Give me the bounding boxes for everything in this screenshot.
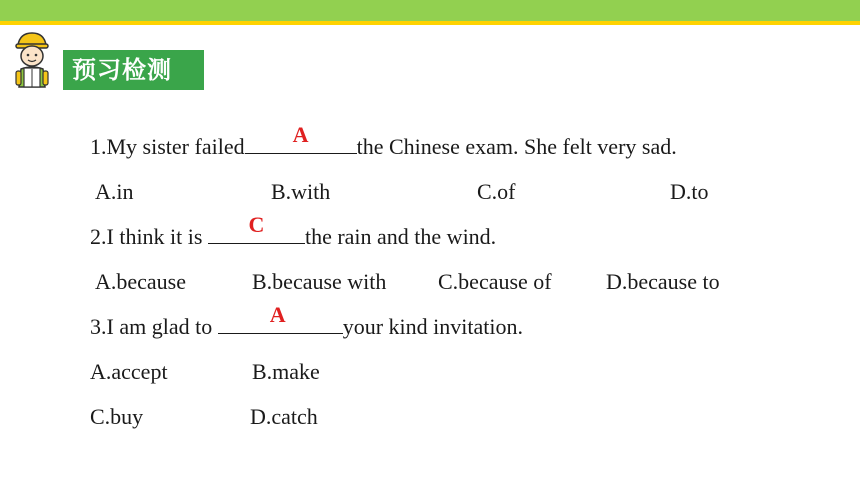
- question-1-answer: A: [292, 122, 309, 147]
- student-mascot-icon: [12, 31, 52, 89]
- question-2-option-b: B.because with: [252, 269, 387, 294]
- question-2-option-c: C.because of: [438, 269, 552, 294]
- question-2: [90, 212, 497, 250]
- question-3-option-c: C.buy: [90, 404, 144, 429]
- question-1-text-before: 1.My sister failed: [90, 134, 245, 159]
- question-3-blank: [218, 302, 343, 334]
- question-3: [90, 302, 523, 340]
- question-3-option-b: B.make: [252, 359, 320, 384]
- top-bar: [0, 0, 860, 21]
- question-2-text-before: 2.I think it is: [90, 224, 208, 249]
- question-1-option-b: B.with: [271, 179, 331, 204]
- question-3-option-a: A.accept: [90, 359, 168, 384]
- question-1-text-after: the Chinese exam. She felt very sad.: [356, 134, 677, 159]
- question-2-answer: C: [248, 212, 265, 237]
- question-2-blank: [208, 212, 305, 244]
- question-2-text-after: the rain and the wind.: [304, 224, 497, 249]
- question-1-option-c: C.of: [477, 179, 516, 204]
- question-3-answer: A: [269, 302, 286, 327]
- question-1: [90, 122, 677, 160]
- question-3-option-d: D.catch: [250, 404, 318, 429]
- question-2-option-d: D.because to: [606, 269, 720, 294]
- top-stripe: [0, 21, 860, 25]
- question-1-option-d: D.to: [670, 179, 709, 204]
- question-2-option-a: A.because: [95, 269, 187, 294]
- question-1-option-a: A.in: [95, 179, 134, 204]
- question-3-text-before: 3.I am glad to: [90, 314, 218, 339]
- question-3-text-after: your kind invitation.: [342, 314, 523, 339]
- section-title: 预习检测: [63, 50, 204, 90]
- question-1-blank: [245, 122, 357, 154]
